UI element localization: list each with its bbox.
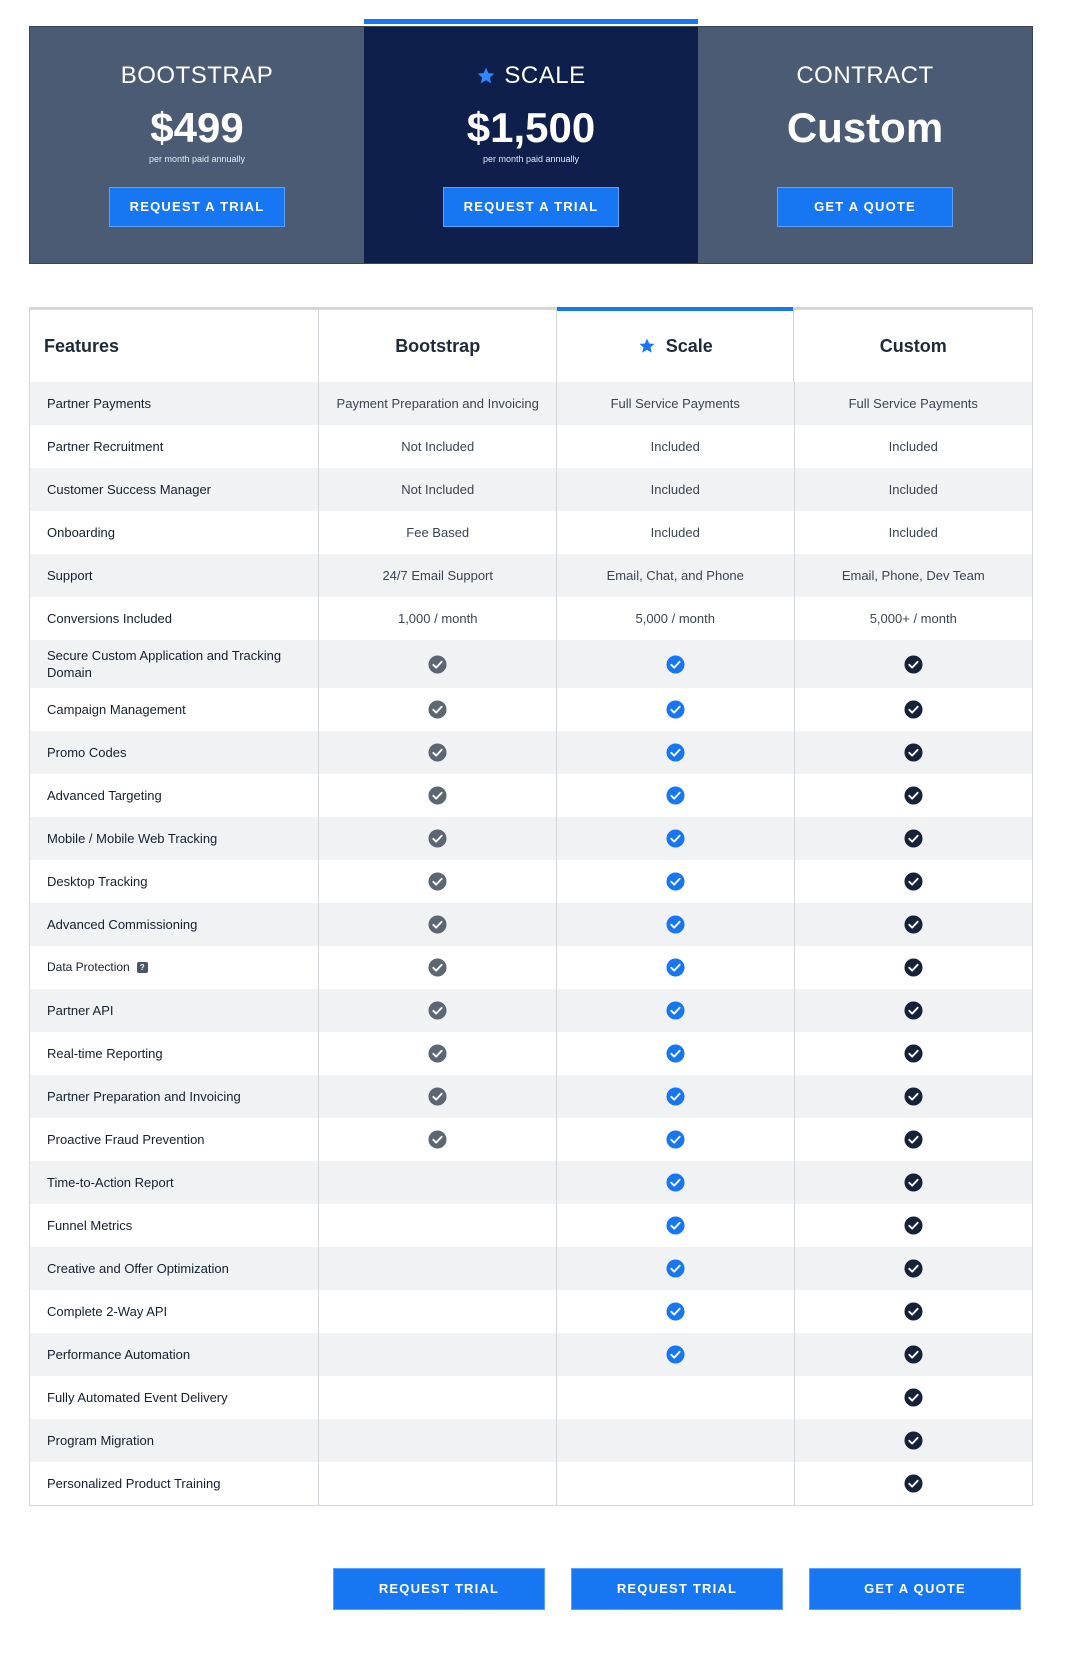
feature-label bbox=[30, 1204, 318, 1247]
feature-label bbox=[30, 1333, 318, 1376]
feature-value: Included bbox=[794, 511, 1033, 554]
feature-label: Partner Recruitment bbox=[47, 439, 164, 454]
included-cell bbox=[556, 1333, 794, 1376]
included-cell bbox=[794, 989, 1033, 1032]
table-row bbox=[30, 382, 1032, 425]
plan-contract bbox=[698, 27, 1032, 263]
included-cell bbox=[318, 903, 556, 946]
feature-value: Included bbox=[794, 468, 1033, 511]
table-row bbox=[30, 1290, 1032, 1333]
plan-note: per month paid annually bbox=[148, 154, 246, 164]
check-circle-icon bbox=[666, 1087, 685, 1106]
feature-label-text: Campaign Management bbox=[47, 702, 186, 717]
check-circle-icon bbox=[666, 1001, 685, 1020]
included-cell bbox=[794, 1032, 1033, 1075]
star-icon bbox=[476, 66, 496, 86]
feature-value: 1,000 / month bbox=[318, 597, 556, 640]
included-cell bbox=[556, 1032, 794, 1075]
included-cell bbox=[556, 1204, 794, 1247]
table-row bbox=[30, 468, 1032, 511]
included-cell bbox=[556, 640, 794, 688]
included-cell bbox=[556, 688, 794, 731]
table-body bbox=[30, 382, 1032, 1505]
included-cell bbox=[556, 1118, 794, 1161]
feature-label-text: Desktop Tracking bbox=[47, 874, 148, 889]
empty-cell bbox=[318, 1376, 556, 1419]
check-circle-icon bbox=[904, 786, 923, 805]
table-row bbox=[30, 989, 1032, 1032]
feature-label-text: Funnel Metrics bbox=[47, 1218, 133, 1233]
header-scale bbox=[556, 310, 794, 382]
check-circle-icon bbox=[904, 700, 923, 719]
table-row bbox=[30, 1204, 1032, 1247]
feature-label: Onboarding bbox=[47, 525, 115, 540]
included-cell bbox=[794, 1290, 1033, 1333]
plan-name-text: SCALE bbox=[504, 62, 586, 89]
included-cell bbox=[794, 1247, 1033, 1290]
table-row bbox=[30, 1376, 1032, 1419]
feature-label bbox=[30, 1462, 318, 1505]
feature-label-text: Proactive Fraud Prevention bbox=[47, 1132, 205, 1147]
included-cell bbox=[556, 774, 794, 817]
included-cell bbox=[556, 903, 794, 946]
check-circle-icon bbox=[904, 958, 923, 977]
feature-label-text: Promo Codes bbox=[47, 745, 127, 760]
feature-value: Included bbox=[556, 511, 794, 554]
check-circle-icon bbox=[666, 958, 685, 977]
feature-value: Included bbox=[556, 425, 794, 468]
check-circle-icon bbox=[904, 655, 923, 674]
included-cell bbox=[556, 817, 794, 860]
included-cell bbox=[794, 1075, 1033, 1118]
table-header bbox=[30, 310, 1032, 382]
feature-label bbox=[30, 989, 318, 1032]
included-cell bbox=[318, 1032, 556, 1075]
plan-scale bbox=[364, 27, 698, 263]
plan-bootstrap bbox=[30, 27, 364, 263]
check-circle-icon bbox=[428, 1044, 447, 1063]
included-cell bbox=[794, 1118, 1033, 1161]
feature-value: Included bbox=[794, 425, 1033, 468]
feature-label-text: Partner Preparation and Invoicing bbox=[47, 1089, 241, 1104]
check-circle-icon bbox=[904, 1474, 923, 1493]
feature-label bbox=[30, 817, 318, 860]
feature-label-text: Advanced Targeting bbox=[47, 788, 162, 803]
check-circle-icon bbox=[904, 1216, 923, 1235]
check-circle-icon bbox=[904, 1259, 923, 1278]
feature-label bbox=[30, 860, 318, 903]
table-row bbox=[30, 1075, 1032, 1118]
included-cell bbox=[318, 1118, 556, 1161]
header-custom: Custom bbox=[793, 310, 1032, 382]
get-quote-button[interactable]: GET A QUOTE bbox=[777, 187, 953, 227]
included-cell bbox=[556, 1161, 794, 1204]
feature-label: Customer Success Manager bbox=[47, 482, 212, 497]
empty-cell bbox=[556, 1376, 794, 1419]
header-features: Features bbox=[44, 335, 120, 356]
plan-price: $499 bbox=[150, 104, 244, 151]
check-circle-icon bbox=[666, 1216, 685, 1235]
empty-cell bbox=[556, 1462, 794, 1505]
included-cell bbox=[318, 817, 556, 860]
check-circle-icon bbox=[904, 1388, 923, 1407]
empty-cell bbox=[556, 1419, 794, 1462]
check-circle-icon bbox=[666, 915, 685, 934]
feature-value: Full Service Payments bbox=[556, 382, 794, 425]
check-circle-icon bbox=[428, 1087, 447, 1106]
included-cell bbox=[556, 1247, 794, 1290]
check-circle-icon bbox=[904, 1173, 923, 1192]
check-circle-icon bbox=[428, 743, 447, 762]
check-circle-icon bbox=[428, 786, 447, 805]
request-trial-button[interactable]: REQUEST TRIAL bbox=[571, 1568, 783, 1610]
feature-label bbox=[30, 731, 318, 774]
table-row bbox=[30, 425, 1032, 468]
included-cell bbox=[318, 640, 556, 688]
feature-label bbox=[30, 1075, 318, 1118]
feature-value: Payment Preparation and Invoicing bbox=[318, 382, 556, 425]
included-cell bbox=[318, 989, 556, 1032]
check-circle-icon bbox=[666, 1173, 685, 1192]
feature-label: Conversions Included bbox=[47, 611, 173, 626]
feature-label-text: Complete 2-Way API bbox=[47, 1304, 168, 1319]
empty-cell bbox=[318, 1204, 556, 1247]
feature-label-text: Fully Automated Event Delivery bbox=[47, 1390, 228, 1405]
feature-value: 5,000+ / month bbox=[794, 597, 1033, 640]
included-cell bbox=[794, 688, 1033, 731]
check-circle-icon bbox=[428, 915, 447, 934]
feature-label: Support bbox=[47, 568, 93, 583]
feature-label-text: Partner API bbox=[47, 1003, 114, 1018]
feature-label-text: Program Migration bbox=[47, 1433, 154, 1448]
feature-label-text: Real-time Reporting bbox=[47, 1046, 163, 1061]
table-row bbox=[30, 554, 1032, 597]
check-circle-icon bbox=[428, 1130, 447, 1149]
feature-label bbox=[30, 1376, 318, 1419]
check-circle-icon bbox=[428, 700, 447, 719]
table-row bbox=[30, 640, 1032, 688]
plan-name-text: BOOTSTRAP bbox=[120, 62, 274, 89]
feature-label-text: Data Protection bbox=[47, 960, 130, 974]
included-cell bbox=[794, 860, 1033, 903]
table-row bbox=[30, 1462, 1032, 1505]
included-cell bbox=[794, 640, 1033, 688]
included-cell bbox=[556, 1075, 794, 1118]
feature-label bbox=[30, 1032, 318, 1075]
request-trial-button[interactable]: REQUEST A TRIAL bbox=[443, 187, 619, 227]
feature-label-text: Mobile / Mobile Web Tracking bbox=[47, 831, 218, 846]
empty-cell bbox=[318, 1247, 556, 1290]
pricing-plans bbox=[29, 26, 1033, 264]
included-cell bbox=[318, 946, 556, 989]
included-cell bbox=[794, 1204, 1033, 1247]
table-row bbox=[30, 1118, 1032, 1161]
plan-name bbox=[698, 61, 1032, 91]
feature-value: Fee Based bbox=[318, 511, 556, 554]
check-circle-icon bbox=[428, 655, 447, 674]
feature-value: Email, Phone, Dev Team bbox=[794, 554, 1033, 597]
check-circle-icon bbox=[666, 743, 685, 762]
plan-note: per month paid annually bbox=[482, 154, 580, 164]
check-circle-icon bbox=[666, 1302, 685, 1321]
feature-label bbox=[30, 640, 318, 688]
table-row bbox=[30, 511, 1032, 554]
included-cell bbox=[318, 1075, 556, 1118]
empty-cell bbox=[318, 1419, 556, 1462]
request-trial-button[interactable]: REQUEST TRIAL bbox=[333, 1568, 545, 1610]
included-cell bbox=[794, 731, 1033, 774]
check-circle-icon bbox=[904, 1302, 923, 1321]
included-cell bbox=[556, 989, 794, 1032]
table-row bbox=[30, 731, 1032, 774]
empty-cell bbox=[318, 1462, 556, 1505]
feature-label-text: Creative and Offer Optimization bbox=[47, 1261, 229, 1276]
table-row bbox=[30, 597, 1032, 640]
included-cell bbox=[556, 860, 794, 903]
included-cell bbox=[556, 731, 794, 774]
table-row bbox=[30, 688, 1032, 731]
feature-label-text: Personalized Product Training bbox=[47, 1476, 221, 1491]
included-cell bbox=[794, 946, 1033, 989]
feature-label bbox=[30, 774, 318, 817]
plan-price: $1,500 bbox=[466, 104, 596, 151]
feature-value: Not Included bbox=[318, 425, 556, 468]
feature-value: Full Service Payments bbox=[794, 382, 1033, 425]
star-icon bbox=[638, 337, 656, 355]
help-icon[interactable]: ? bbox=[137, 962, 148, 973]
feature-label-text: Secure Custom Application and Tracking Domain bbox=[47, 648, 282, 680]
check-circle-icon bbox=[428, 958, 447, 977]
check-circle-icon bbox=[666, 786, 685, 805]
table-row bbox=[30, 1161, 1032, 1204]
included-cell bbox=[794, 903, 1033, 946]
check-circle-icon bbox=[666, 655, 685, 674]
check-circle-icon bbox=[904, 1431, 923, 1450]
check-circle-icon bbox=[904, 1001, 923, 1020]
header-bootstrap: Bootstrap bbox=[318, 310, 556, 382]
request-trial-button[interactable]: REQUEST A TRIAL bbox=[109, 187, 285, 227]
included-cell bbox=[794, 1161, 1033, 1204]
table-row bbox=[30, 774, 1032, 817]
check-circle-icon bbox=[428, 1001, 447, 1020]
feature-label bbox=[30, 946, 318, 989]
plan-name bbox=[364, 61, 698, 91]
feature-value: Not Included bbox=[318, 468, 556, 511]
table-row bbox=[30, 817, 1032, 860]
check-circle-icon bbox=[904, 1044, 923, 1063]
check-circle-icon bbox=[428, 829, 447, 848]
feature-value: 24/7 Email Support bbox=[318, 554, 556, 597]
header-scale-label: Scale bbox=[665, 335, 713, 356]
feature-label-text: Performance Automation bbox=[47, 1347, 191, 1362]
feature-label bbox=[30, 903, 318, 946]
included-cell bbox=[318, 688, 556, 731]
included-cell bbox=[794, 1419, 1033, 1462]
plan-price: Custom bbox=[786, 104, 944, 151]
included-cell bbox=[318, 860, 556, 903]
feature-value: Email, Chat, and Phone bbox=[556, 554, 794, 597]
included-cell bbox=[318, 774, 556, 817]
check-circle-icon bbox=[904, 829, 923, 848]
feature-label-text: Advanced Commissioning bbox=[47, 917, 198, 932]
empty-cell bbox=[318, 1333, 556, 1376]
included-cell bbox=[794, 774, 1033, 817]
feature-comparison-table bbox=[29, 307, 1033, 1506]
table-row bbox=[30, 1333, 1032, 1376]
plan-name-text: CONTRACT bbox=[796, 62, 934, 89]
check-circle-icon bbox=[666, 1345, 685, 1364]
feature-label bbox=[30, 1247, 318, 1290]
included-cell bbox=[318, 731, 556, 774]
plan-note bbox=[698, 153, 1032, 165]
feature-label bbox=[30, 1118, 318, 1161]
table-row bbox=[30, 946, 1032, 989]
table-row bbox=[30, 860, 1032, 903]
plan-name bbox=[30, 61, 364, 91]
included-cell bbox=[794, 1376, 1033, 1419]
check-circle-icon bbox=[666, 700, 685, 719]
feature-label: Partner Payments bbox=[47, 396, 152, 411]
feature-label bbox=[30, 1419, 318, 1462]
included-cell bbox=[556, 946, 794, 989]
check-circle-icon bbox=[666, 1044, 685, 1063]
check-circle-icon bbox=[666, 1130, 685, 1149]
check-circle-icon bbox=[428, 872, 447, 891]
included-cell bbox=[794, 817, 1033, 860]
empty-cell bbox=[318, 1161, 556, 1204]
feature-label bbox=[30, 688, 318, 731]
check-circle-icon bbox=[904, 872, 923, 891]
table-row bbox=[30, 903, 1032, 946]
included-cell bbox=[794, 1462, 1033, 1505]
table-row bbox=[30, 1032, 1032, 1075]
feature-label bbox=[30, 1290, 318, 1333]
table-row bbox=[30, 1247, 1032, 1290]
check-circle-icon bbox=[904, 1345, 923, 1364]
table-row bbox=[30, 1419, 1032, 1462]
check-circle-icon bbox=[904, 743, 923, 762]
empty-cell bbox=[318, 1290, 556, 1333]
included-cell bbox=[556, 1290, 794, 1333]
check-circle-icon bbox=[666, 829, 685, 848]
check-circle-icon bbox=[904, 1087, 923, 1106]
get-quote-button[interactable]: GET A QUOTE bbox=[809, 1568, 1021, 1610]
feature-value: Included bbox=[556, 468, 794, 511]
feature-value: 5,000 / month bbox=[556, 597, 794, 640]
feature-label bbox=[30, 1161, 318, 1204]
included-cell bbox=[794, 1333, 1033, 1376]
feature-label-text: Time-to-Action Report bbox=[47, 1175, 174, 1190]
check-circle-icon bbox=[904, 915, 923, 934]
check-circle-icon bbox=[904, 1130, 923, 1149]
check-circle-icon bbox=[666, 872, 685, 891]
check-circle-icon bbox=[666, 1259, 685, 1278]
